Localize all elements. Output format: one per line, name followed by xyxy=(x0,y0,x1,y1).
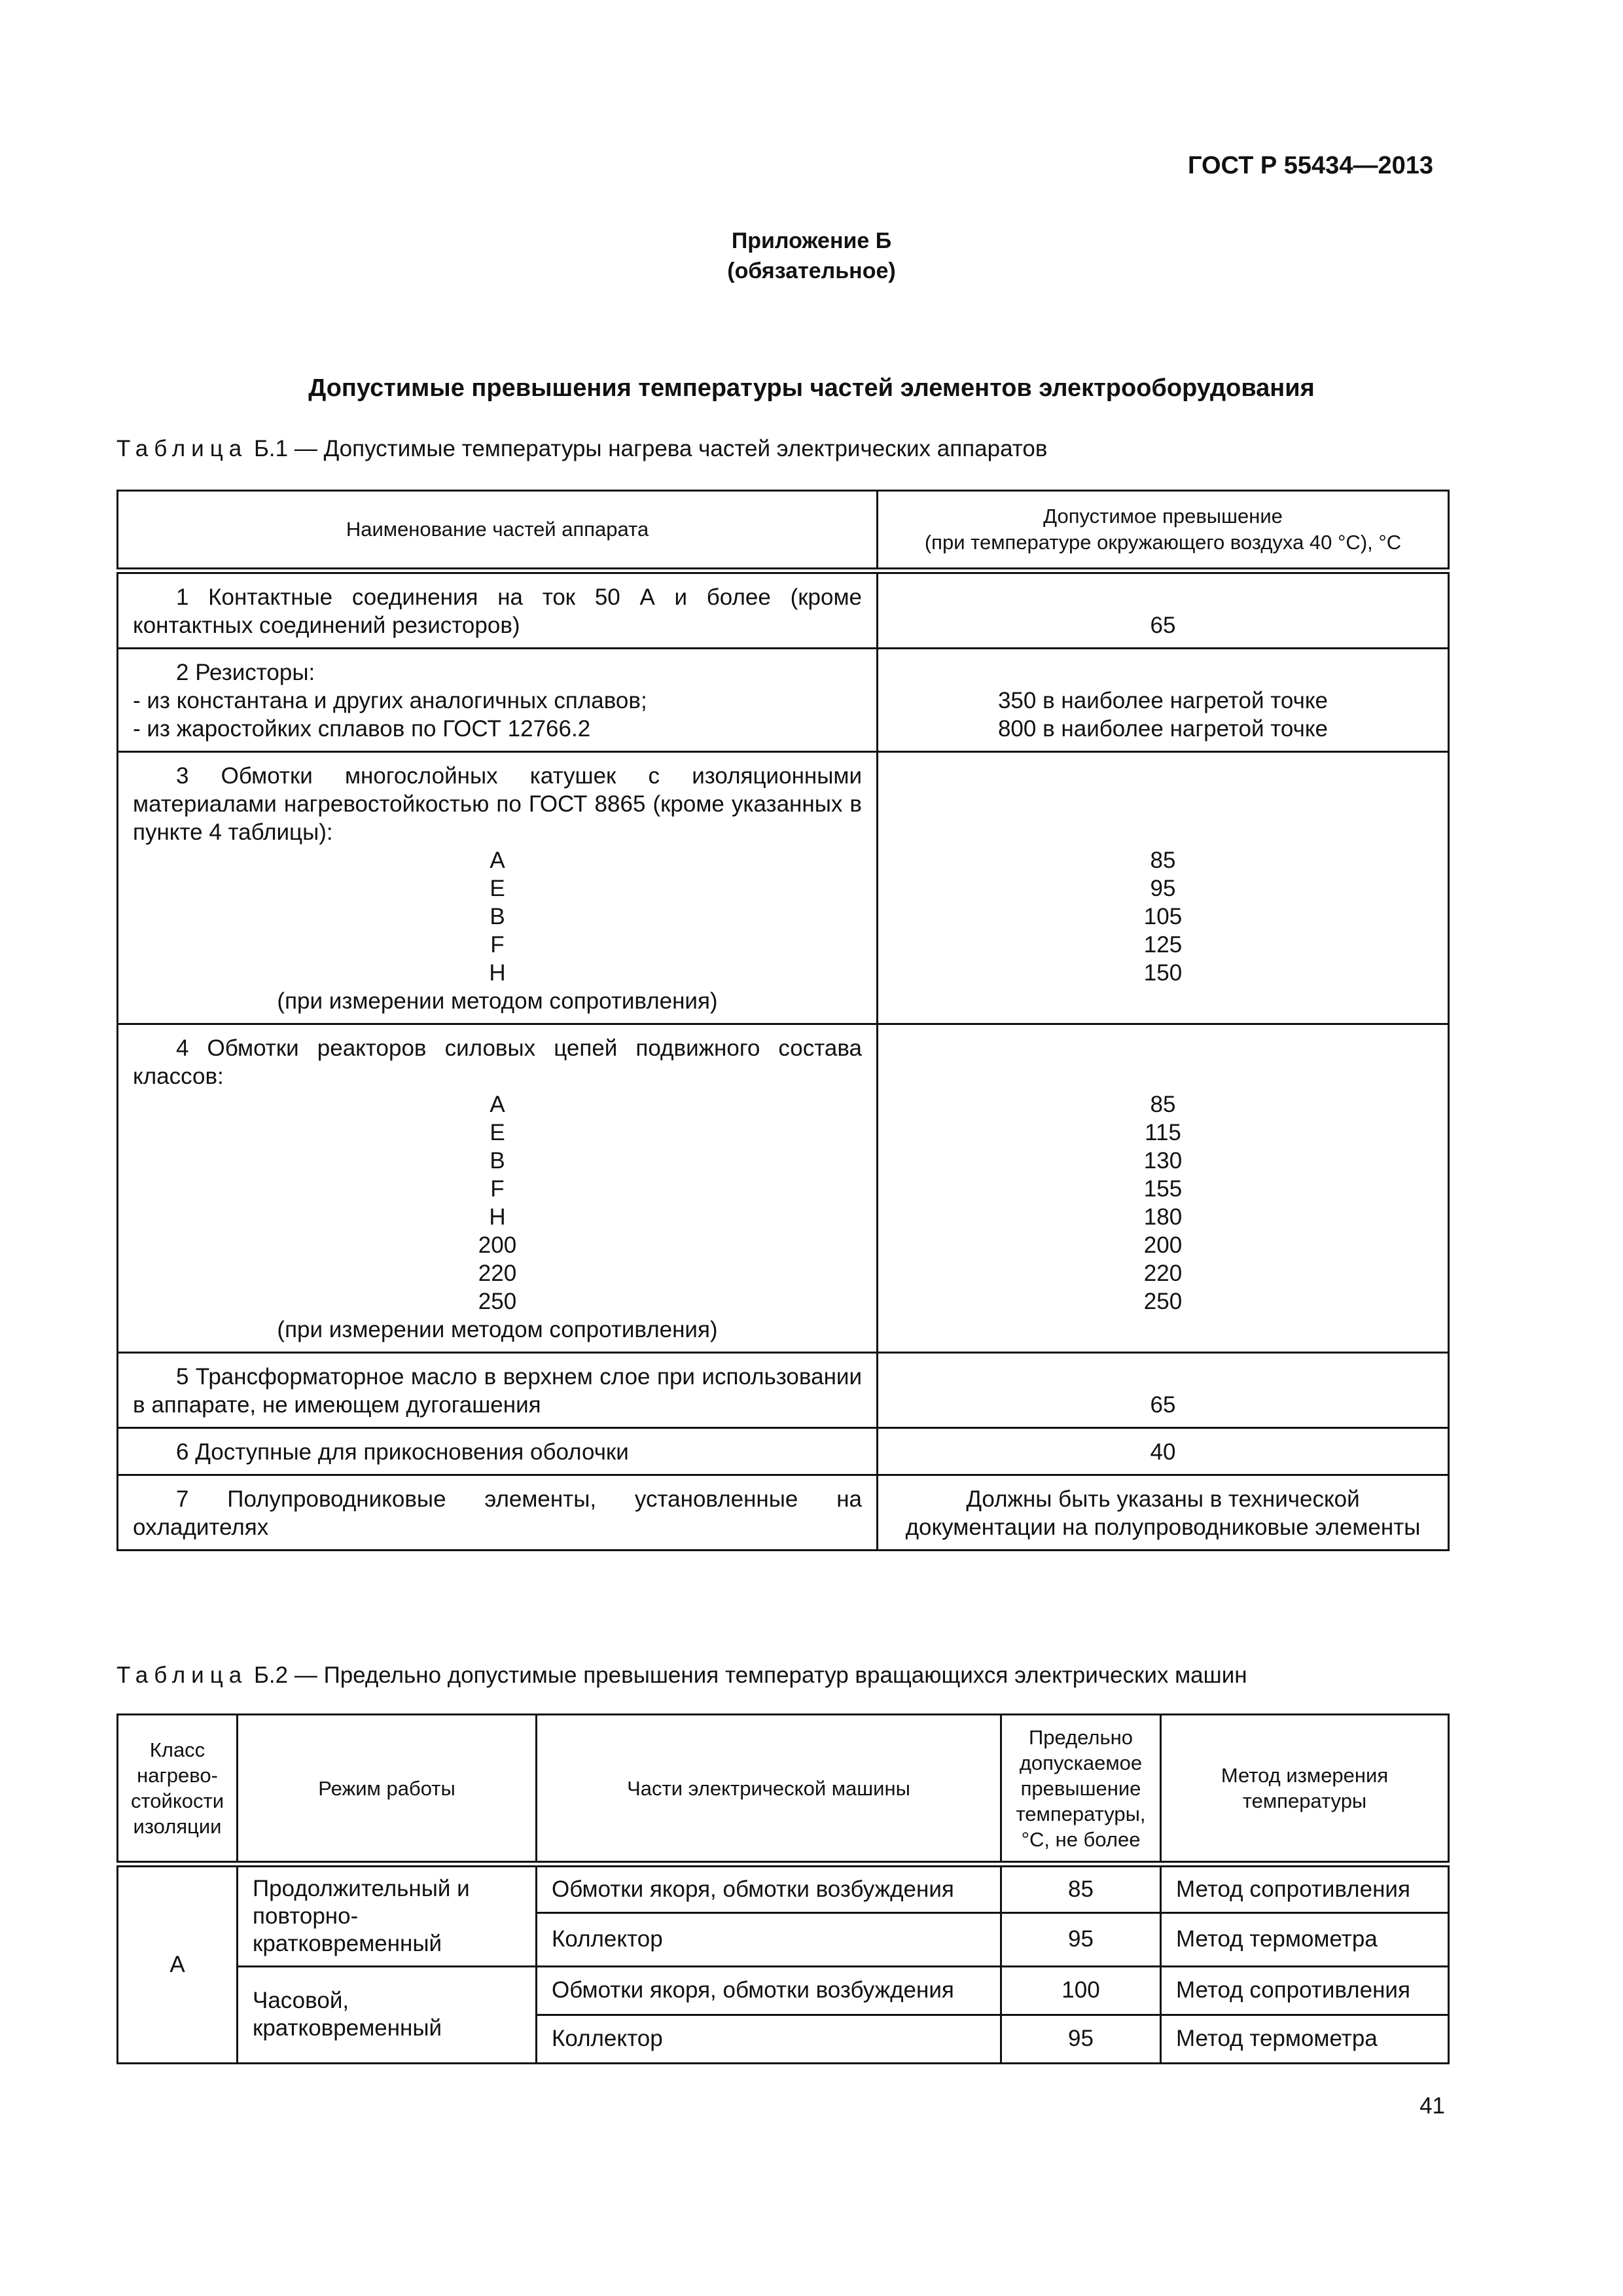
table1-header-row xyxy=(118,491,1449,571)
appendix-title: Приложение Б xyxy=(731,228,892,253)
row3-value: 85 xyxy=(1150,848,1176,873)
table1-header-value-line2: (при температуре окружающего воздуха 40 °С), °С xyxy=(924,531,1402,554)
row3-class: Н xyxy=(489,960,506,986)
table1-cell-value: 40 xyxy=(878,1428,1449,1475)
table-row xyxy=(118,752,1449,1024)
page-number: 41 xyxy=(1419,2093,1445,2119)
row4-class: А xyxy=(490,1092,505,1117)
table2-cell-part: Обмотки якоря, обмотки возбуждения xyxy=(537,1966,1001,2015)
table2-cell-value: 85 xyxy=(1001,1864,1161,1912)
row4-class: Е xyxy=(490,1120,505,1145)
row3-value: 95 xyxy=(1150,876,1176,901)
appendix-block xyxy=(0,226,1623,287)
table2-header-method: Метод измерения температуры xyxy=(1161,1715,1449,1865)
table1-caption-prefix: Таблица xyxy=(116,436,248,461)
row4-class: В xyxy=(490,1148,505,1174)
table1-cell-part xyxy=(118,649,878,752)
row3-note: (при измерении методом сопротивления) xyxy=(277,988,718,1014)
row3-class: Е xyxy=(490,876,505,901)
table2-caption-prefix: Таблица xyxy=(116,1662,248,1688)
table1-cell-part: 6 Доступные для прикосновения оболочки xyxy=(118,1428,878,1475)
row3-class: F xyxy=(490,932,505,958)
row4-note: (при измерении методом сопротивления) xyxy=(277,1317,718,1342)
row3-value: 105 xyxy=(1143,904,1183,929)
table1-cell-part: 5 Трансформаторное масло в верхнем слое при использовании в аппарате, не имеющем дугогашения xyxy=(118,1353,878,1428)
row4-value: 220 xyxy=(1143,1261,1183,1286)
table-row xyxy=(118,1353,1449,1428)
table2-cell-value: 100 xyxy=(1001,1966,1161,2015)
document-number: ГОСТ Р 55434—2013 xyxy=(1188,152,1433,179)
table-row xyxy=(118,1966,1449,2015)
row4-value: 130 xyxy=(1143,1148,1183,1174)
table1-header-value xyxy=(878,491,1449,571)
table2-header-part: Части электрической машины xyxy=(537,1715,1001,1865)
table1-cell-value xyxy=(878,752,1449,1024)
table2-header-limit: Предельно допускаемое превышение температуры, °С, не более xyxy=(1001,1715,1161,1865)
row2-title: 2 Резисторы: xyxy=(176,660,315,685)
row2-sub2: - из жаростойких сплавов по ГОСТ 12766.2 xyxy=(133,716,591,742)
table1-cell-value: 65 xyxy=(878,571,1449,649)
row4-value: 180 xyxy=(1143,1204,1183,1230)
row4-class: F xyxy=(490,1176,505,1202)
row3-title: 3 Обмотки многослойных катушек с изоляционными материалами нагревостойкостью по ГОСТ 8865 (кроме указанных в пункте 4 таблицы): xyxy=(133,763,862,845)
section-heading: Допустимые превышения температуры частей элементов электрооборудования xyxy=(308,374,1315,402)
row2-value2: 800 в наиболее нагретой точке xyxy=(997,716,1329,742)
table2-cell-mode: Продолжительный и повторно-кратковременный xyxy=(238,1864,537,1966)
row4-value: 85 xyxy=(1150,1092,1176,1117)
table1-cell-part xyxy=(118,752,878,1024)
row3-value: 150 xyxy=(1143,960,1183,986)
table-row xyxy=(118,1024,1449,1353)
row4-value: 200 xyxy=(1143,1232,1183,1258)
row4-value: 115 xyxy=(1145,1120,1181,1145)
table2-cell-value: 95 xyxy=(1001,1912,1161,1966)
table-b1 xyxy=(116,490,1450,1551)
table2-cell-class: А xyxy=(118,1864,238,2063)
table2-cell-method: Метод термометра xyxy=(1161,1912,1449,1966)
table2-header-mode: Режим работы xyxy=(238,1715,537,1865)
table2-cell-part: Обмотки якоря, обмотки возбуждения xyxy=(537,1864,1001,1912)
table1-cell-value: 65 xyxy=(878,1353,1449,1428)
table2-caption xyxy=(116,1662,1247,1689)
appendix-status: (обязательное) xyxy=(727,258,896,283)
table2-cell-part: Коллектор xyxy=(537,2015,1001,2063)
table2-cell-method: Метод сопротивления xyxy=(1161,1966,1449,2015)
row4-class: 250 xyxy=(478,1289,517,1314)
table1-caption-text: Б.1 — Допустимые температуры нагрева частей электрических аппаратов xyxy=(247,436,1048,461)
table2-cell-part: Коллектор xyxy=(537,1912,1001,1966)
table2-cell-method: Метод термометра xyxy=(1161,2015,1449,2063)
table2-cell-value: 95 xyxy=(1001,2015,1161,2063)
table-row xyxy=(118,1428,1449,1475)
row3-class: В xyxy=(490,904,505,929)
row4-value: 250 xyxy=(1143,1289,1183,1314)
table2-caption-text: Б.2 — Предельно допустимые превышения температур вращающихся электрических машин xyxy=(247,1662,1247,1688)
table1-header-part: Наименование частей аппарата xyxy=(118,491,878,571)
row2-sub1: - из константана и других аналогичных сплавов; xyxy=(133,688,647,713)
table1-caption xyxy=(116,436,1047,462)
table-b2 xyxy=(116,1713,1450,2064)
table1-cell-part xyxy=(118,1024,878,1353)
row4-class: 200 xyxy=(478,1232,517,1258)
table2-header-row xyxy=(118,1715,1449,1865)
table1-cell-value: Должны быть указаны в технической документации на полупроводниковые элементы xyxy=(878,1475,1449,1551)
row4-class: 220 xyxy=(478,1261,517,1286)
row3-class: А xyxy=(490,848,505,873)
table1-header-value-line1: Допустимое превышение xyxy=(1043,505,1283,528)
table1-cell-part: 1 Контактные соединения на ток 50 А и более (кроме контактных соединений резисторов) xyxy=(118,571,878,649)
table-row xyxy=(118,571,1449,649)
table1-cell-part: 7 Полупроводниковые элементы, установленные на охладителях xyxy=(118,1475,878,1551)
row2-value1: 350 в наиболее нагретой точке xyxy=(997,688,1329,713)
table1-cell-value xyxy=(878,1024,1449,1353)
table-row xyxy=(118,649,1449,752)
row4-value: 155 xyxy=(1143,1176,1183,1202)
table1-cell-value xyxy=(878,649,1449,752)
table2-header-class: Класс нагрево-стойкости изоляции xyxy=(118,1715,238,1865)
table-row xyxy=(118,1475,1449,1551)
row4-class: Н xyxy=(489,1204,506,1230)
table-row xyxy=(118,1864,1449,1912)
table2-cell-method: Метод сопротивления xyxy=(1161,1864,1449,1912)
row3-value: 125 xyxy=(1143,932,1183,958)
table2-cell-mode: Часовой, кратковременный xyxy=(238,1966,537,2063)
row4-title: 4 Обмотки реакторов силовых цепей подвижного состава классов: xyxy=(133,1035,862,1089)
